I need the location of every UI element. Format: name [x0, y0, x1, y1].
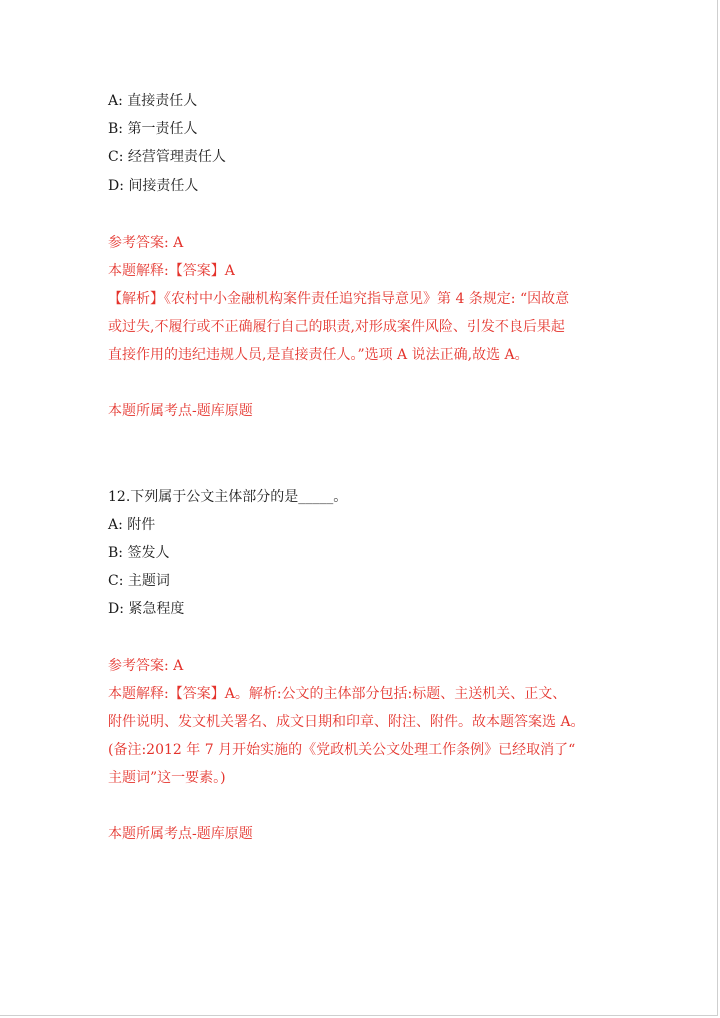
q11-explain-head: 本题解释:【答案】A [108, 263, 235, 279]
q12-option-b: B: 签发人 [108, 545, 170, 561]
q11-explain-line: 或过失,不履行或不正确履行自己的职责,对形成案件风险、引发不良后果起 [108, 319, 565, 335]
q11-option-a: A: 直接责任人 [108, 93, 198, 109]
q11-option-b: B: 第一责任人 [108, 121, 198, 137]
q12-question: 12.下列属于公文主体部分的是_____。 [108, 489, 348, 505]
q12-explain-line: (备注:2012 年 7 月开始实施的《党政机关公文处理工作条例》已经取消了“ [108, 742, 576, 758]
q11-source: 本题所属考点-题库原题 [108, 403, 253, 419]
q11-option-c: C: 经营管理责任人 [108, 149, 226, 165]
q12-source: 本题所属考点-题库原题 [108, 826, 253, 842]
q12-explain-line: 本题解释:【答案】A。解析:公文的主体部分包括:标题、主送机关、正文、 [108, 686, 567, 702]
q11-explain-line: 直接作用的违纪违规人员,是直接责任人。”选项 A 说法正确,故选 A。 [108, 347, 529, 363]
q12-explain-line: 主题词”这一要素。) [108, 770, 226, 786]
q11-option-d: D: 间接责任人 [108, 178, 199, 194]
q11-explain-line: 【解析】《农村中小金融机构案件责任追究指导意见》第 4 条规定: “因故意 [108, 291, 570, 307]
q12-option-a: A: 附件 [108, 517, 156, 533]
q12-answer: 参考答案: A [108, 658, 184, 674]
q12-option-d: D: 紧急程度 [108, 601, 185, 617]
q12-explain-line: 附件说明、发文机关署名、成文日期和印章、附注、附件。故本题答案选 A。 [108, 714, 585, 730]
q11-answer: 参考答案: A [108, 235, 184, 251]
q12-option-c: C: 主题词 [108, 573, 170, 589]
